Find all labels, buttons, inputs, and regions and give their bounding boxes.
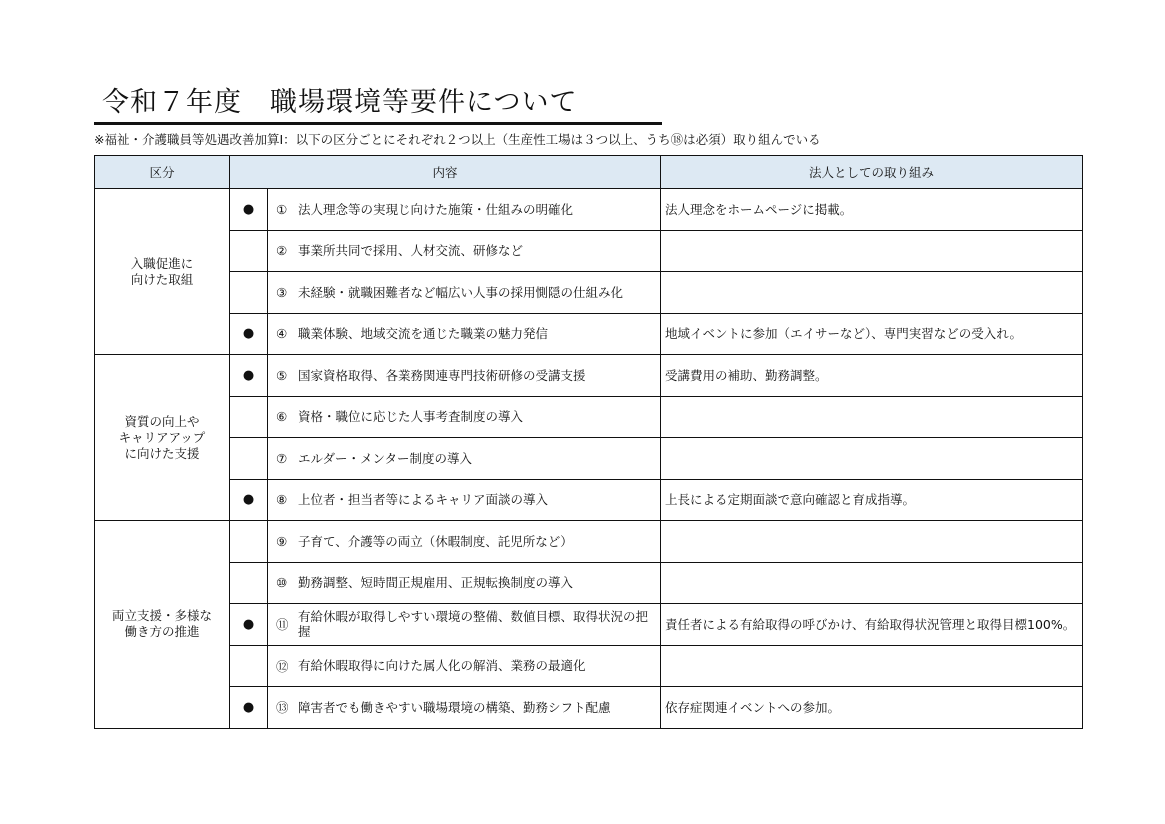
- header-action: 法人としての取り組み: [661, 156, 1083, 189]
- item-cell: [268, 687, 661, 729]
- bullet-mark: ●: [230, 313, 268, 355]
- bullet-mark: [230, 438, 268, 480]
- item-cell: [268, 355, 661, 397]
- category-cell: [95, 521, 230, 729]
- category-label: 働き方の推進: [124, 624, 200, 640]
- table-row: [95, 396, 1083, 438]
- action-cell: [661, 272, 1083, 314]
- item-cell: [268, 479, 661, 521]
- item-text: 法人理念等の実現じ向けた施策・仕組みの明確化: [298, 201, 574, 217]
- table-row: [95, 230, 1083, 272]
- category-label: 入職促進に: [130, 255, 194, 271]
- bullet-mark: [230, 272, 268, 314]
- bullet-mark: [230, 230, 268, 272]
- item-text: 有給休暇取得に向けた属人化の解消、業務の最適化: [298, 658, 586, 674]
- bullet-mark: [230, 521, 268, 563]
- category-label: 両立支援・多様な: [111, 608, 212, 624]
- header-category: 区分: [95, 156, 230, 189]
- requirements-table: [94, 155, 1083, 729]
- action-cell: [661, 645, 1083, 687]
- item-text: 事業所共同で採用、人材交流、研修など: [298, 243, 524, 259]
- page-title: 令和７年度 職場環境等要件について: [102, 87, 578, 118]
- action-cell: 受講費用の補助、勤務調整。: [661, 355, 1083, 397]
- item-text: エルダー・メンター制度の導入: [298, 450, 473, 466]
- bullet-mark: [230, 645, 268, 687]
- item-text: 国家資格取得、各業務関連専門技術研修の受講支援: [298, 367, 586, 383]
- item-text: 勤務調整、短時間正規雇用、正規転換制度の導入: [298, 575, 574, 591]
- header-content: 内容: [230, 156, 661, 189]
- table-row: [95, 645, 1083, 687]
- item-text: 障害者でも働きやすい職場環境の構築、勤務シフト配慮: [298, 699, 611, 715]
- table-row: [95, 479, 1083, 521]
- bullet-mark: ●: [230, 604, 268, 646]
- table-row: [95, 687, 1083, 729]
- item-number: ⑥: [276, 409, 288, 425]
- item-number: ⑪: [276, 617, 289, 633]
- item-number: ⑤: [276, 367, 288, 383]
- action-cell: [661, 521, 1083, 563]
- category-label: キャリアアップ: [118, 429, 206, 445]
- item-cell: [268, 272, 661, 314]
- action-cell: [661, 438, 1083, 480]
- bullet-mark: [230, 396, 268, 438]
- action-cell: [661, 396, 1083, 438]
- item-cell: [268, 521, 661, 563]
- action-cell: 法人理念をホームページに掲載。: [661, 189, 1083, 231]
- item-number: ⑦: [276, 450, 288, 466]
- item-number: ③: [276, 284, 288, 300]
- item-number: ④: [276, 326, 288, 342]
- item-cell: [268, 313, 661, 355]
- title-underline: [94, 122, 662, 125]
- item-cell: [268, 645, 661, 687]
- item-text: 資格・職位に応じた人事考査制度の導入: [298, 409, 524, 425]
- bullet-mark: ●: [230, 189, 268, 231]
- action-cell: 地域イベントに参加（エイサーなど）、専門実習などの受入れ。: [661, 313, 1083, 355]
- item-text: 職業体験、地域交流を通じた職業の魅力発信: [298, 326, 549, 342]
- item-cell: [268, 396, 661, 438]
- category-label: 向けた取組: [130, 271, 194, 287]
- table-row: [95, 189, 1083, 231]
- table-row: [95, 521, 1083, 563]
- item-number: ⑫: [276, 658, 289, 674]
- action-cell: [661, 562, 1083, 604]
- table-header-row: [95, 156, 1083, 189]
- category-cell: [95, 189, 230, 355]
- item-number: ⑧: [276, 492, 288, 508]
- item-text: 有給休暇が取得しやすい環境の整備、数値目標、取得状況の把握: [298, 609, 649, 640]
- item-text: 未経験・就職困難者など幅広い人事の採用惻隠の仕組み化: [298, 284, 624, 300]
- item-number: ⑨: [276, 533, 288, 549]
- item-cell: [268, 562, 661, 604]
- item-cell: [268, 230, 661, 272]
- bullet-mark: ●: [230, 687, 268, 729]
- page-subtitle: ※福祉・介護職員等処遇改善加算Ⅰ：以下の区分ごとにそれぞれ２つ以上（生産性工場は３つ以上、うち⑱は必須）取り組んでいる: [94, 132, 821, 147]
- action-cell: 責任者による有給取得の呼びかけ、有給取得状況管理と取得目標100%。: [661, 604, 1083, 646]
- table-row: [95, 355, 1083, 397]
- category-label: 資質の向上や: [124, 413, 200, 429]
- action-cell: [661, 230, 1083, 272]
- item-cell: [268, 438, 661, 480]
- item-text: 子育て、介護等の両立（休暇制度、託児所など）: [298, 533, 573, 549]
- action-cell: 上長による定期面談で意向確認と育成指導。: [661, 479, 1083, 521]
- item-cell: [268, 604, 661, 646]
- table-row: [95, 438, 1083, 480]
- item-number: ①: [276, 201, 288, 217]
- bullet-mark: ●: [230, 355, 268, 397]
- item-text: 上位者・担当者等によるキャリア面談の導入: [298, 492, 549, 508]
- table-row: [95, 313, 1083, 355]
- item-cell: [268, 189, 661, 231]
- action-cell: 依存症関連イベントへの参加。: [661, 687, 1083, 729]
- table-row: [95, 562, 1083, 604]
- item-number: ⑩: [276, 575, 288, 591]
- bullet-mark: ●: [230, 479, 268, 521]
- item-number: ⑬: [276, 700, 289, 716]
- item-number: ②: [276, 243, 288, 259]
- table-row: [95, 272, 1083, 314]
- category-cell: [95, 355, 230, 521]
- bullet-mark: [230, 562, 268, 604]
- category-label: に向けた支援: [124, 445, 200, 461]
- table-row: [95, 604, 1083, 646]
